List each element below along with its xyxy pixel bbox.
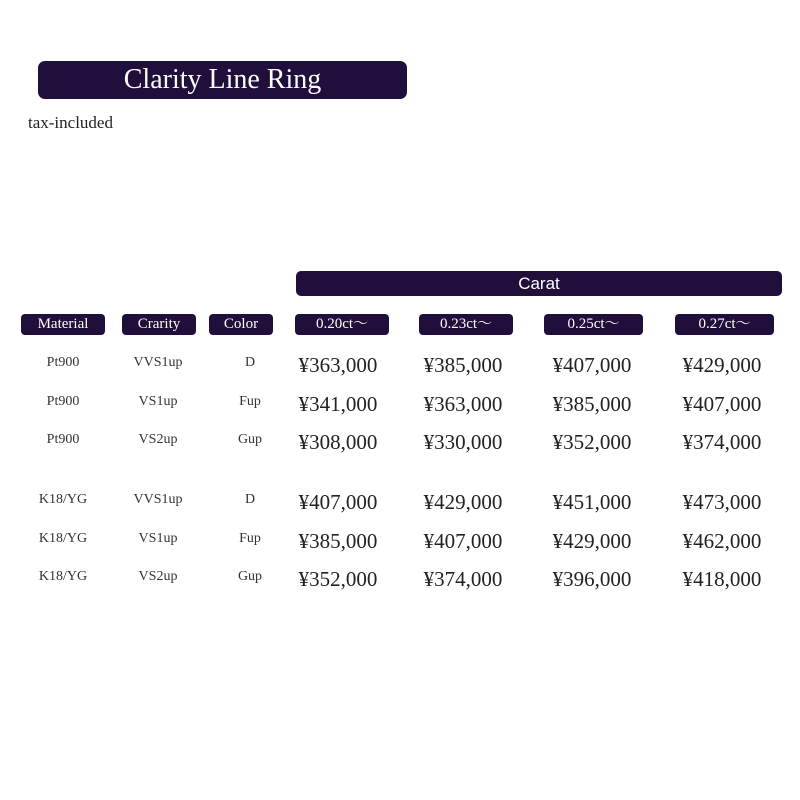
price-cell: ¥429,000 bbox=[552, 529, 632, 553]
price-cell: ¥374,000 bbox=[682, 430, 762, 454]
material-cell: Pt900 bbox=[46, 394, 80, 409]
price-cell: ¥385,000 bbox=[552, 392, 632, 416]
tax-note: tax-included bbox=[28, 113, 113, 132]
material-cell: K18/YG bbox=[38, 569, 88, 584]
price-cell: ¥341,000 bbox=[298, 392, 378, 416]
price-cell: ¥352,000 bbox=[552, 430, 632, 454]
color-cell: D bbox=[244, 355, 256, 370]
color-cell: D bbox=[244, 492, 256, 507]
price-cell: ¥396,000 bbox=[552, 567, 632, 591]
material-cell: K18/YG bbox=[38, 492, 88, 507]
color-cell: Fup bbox=[239, 531, 261, 546]
price-cell: ¥385,000 bbox=[423, 353, 503, 377]
color-cell: Fup bbox=[239, 394, 261, 409]
price-cell: ¥363,000 bbox=[298, 353, 378, 377]
header-color: Color bbox=[209, 314, 273, 335]
color-cell: Gup bbox=[237, 569, 263, 584]
price-cell: ¥429,000 bbox=[423, 490, 503, 514]
clarity-cell: VS2up bbox=[138, 569, 178, 584]
clarity-cell: VS1up bbox=[138, 531, 178, 546]
price-cell: ¥363,000 bbox=[423, 392, 503, 416]
color-cell: Gup bbox=[237, 432, 263, 447]
clarity-cell: VS1up bbox=[138, 394, 178, 409]
material-cell: Pt900 bbox=[46, 355, 80, 370]
header-carat-023: 0.23ct〜 bbox=[419, 314, 513, 335]
clarity-cell: VS2up bbox=[138, 432, 178, 447]
header-carat-027: 0.27ct〜 bbox=[675, 314, 774, 335]
price-cell: ¥330,000 bbox=[423, 430, 503, 454]
price-cell: ¥451,000 bbox=[552, 490, 632, 514]
price-cell: ¥462,000 bbox=[682, 529, 762, 553]
clarity-cell: VVS1up bbox=[133, 492, 183, 507]
price-cell: ¥407,000 bbox=[423, 529, 503, 553]
price-cell: ¥407,000 bbox=[552, 353, 632, 377]
price-cell: ¥385,000 bbox=[298, 529, 378, 553]
header-clarity: Crarity bbox=[122, 314, 196, 335]
clarity-cell: VVS1up bbox=[133, 355, 183, 370]
price-cell: ¥407,000 bbox=[298, 490, 378, 514]
header-carat-020: 0.20ct〜 bbox=[295, 314, 389, 335]
material-cell: Pt900 bbox=[46, 432, 80, 447]
price-cell: ¥429,000 bbox=[682, 353, 762, 377]
header-material: Material bbox=[21, 314, 105, 335]
price-cell: ¥308,000 bbox=[298, 430, 378, 454]
price-cell: ¥374,000 bbox=[423, 567, 503, 591]
page-title: Clarity Line Ring bbox=[38, 61, 407, 99]
material-cell: K18/YG bbox=[38, 531, 88, 546]
price-cell: ¥407,000 bbox=[682, 392, 762, 416]
price-cell: ¥352,000 bbox=[298, 567, 378, 591]
price-cell: ¥418,000 bbox=[682, 567, 762, 591]
header-carat-025: 0.25ct〜 bbox=[544, 314, 643, 335]
carat-header: Carat bbox=[296, 271, 782, 296]
price-cell: ¥473,000 bbox=[682, 490, 762, 514]
